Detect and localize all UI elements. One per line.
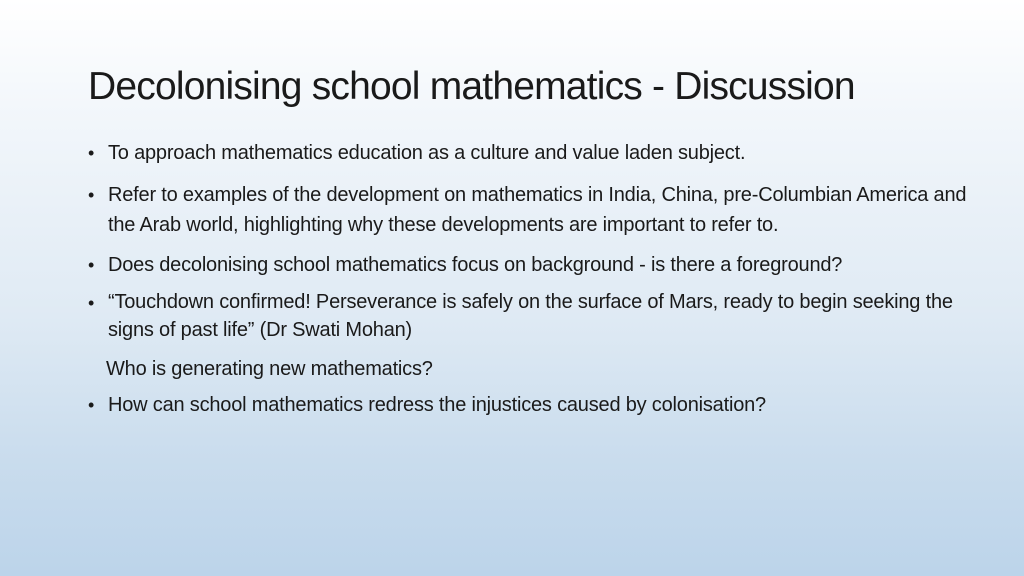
bullet-point-icon: •	[88, 255, 95, 275]
bullet-text: Refer to examples of the development on mathematics in India, China, pre-Columbian America and the Arab world, highlighting why these developments are important to refer to.	[108, 184, 967, 236]
bullet-point-icon: •	[88, 293, 95, 313]
bullet-point-icon: •	[88, 185, 95, 205]
slide-title: Decolonising school mathematics - Discussion	[88, 65, 855, 108]
bullet-item	[88, 180, 978, 240]
bullet-text: “Touchdown confirmed! Perseverance is safely on the surface of Mars, ready to begin seeking the signs of past life” (Dr Swati Mohan)	[108, 291, 953, 341]
indented-line	[88, 354, 978, 384]
bullet-point-icon: •	[88, 143, 95, 163]
bullet-text: How can school mathematics redress the injustices caused by colonisation?	[108, 394, 766, 416]
bullet-item	[88, 138, 978, 168]
bullet-text: Who is generating new mathematics?	[106, 358, 433, 380]
bullet-point-icon: •	[88, 395, 95, 415]
bullet-item	[88, 250, 978, 280]
bullet-text: To approach mathematics education as a culture and value laden subject.	[108, 142, 746, 164]
bullet-item	[88, 390, 978, 420]
bullet-list	[88, 138, 978, 420]
bullet-text: Does decolonising school mathematics focus on background - is there a foreground?	[108, 254, 843, 276]
bullet-item	[88, 288, 978, 344]
